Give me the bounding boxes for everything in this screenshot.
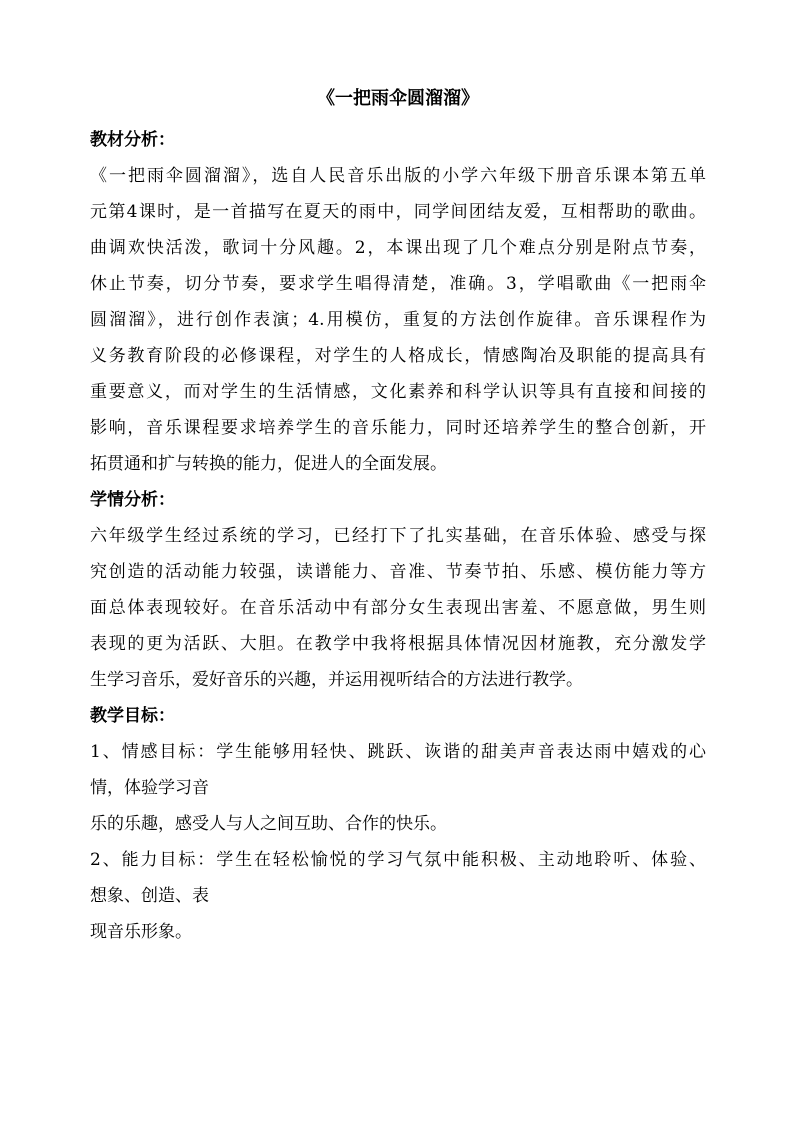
paragraph-line: 究创造的活动能力较强，读谱能力、音准、节奏节拍、乐感、模仿能力等方 (90, 562, 706, 582)
paragraph-line: 休止节奏，切分节奏，要求学生唱得清楚，准确。3，学唱歌曲《一把雨伞 (90, 274, 706, 294)
paragraph-line: 拓贯通和扩与转换的能力，促进人的全面发展。 (90, 454, 447, 474)
paragraph-line: 生学习音乐，爱好音乐的兴趣，并运用视听结合的方法进行教学。 (90, 670, 583, 690)
paragraph-line: 1、情感目标：学生能够用轻快、跳跃、诙谐的甜美声音表达雨中嬉戏的心 (90, 742, 706, 762)
paragraph-line: 乐的乐趣，感受人与人之间互助、合作的快乐。 (90, 814, 447, 834)
paragraph-line: 六年级学生经过系统的学习，已经打下了扎实基础，在音乐体验、感受与探 (90, 526, 706, 546)
paragraph-line: 重要意义，而对学生的生活情感，文化素养和科学认识等具有直接和间接的 (90, 382, 706, 402)
paragraph-line: 义务教育阶段的必修课程，对学生的人格成长，情感陶冶及职能的提高具有 (90, 346, 706, 366)
section-heading-learner-analysis: 学情分析： (90, 490, 175, 510)
section-heading-material-analysis: 教材分析： (90, 130, 175, 150)
paragraph-line: 曲调欢快活泼，歌词十分风趣。2，本课出现了几个难点分别是附点节奏， (90, 238, 706, 258)
paragraph-line: 情，体验学习音 (90, 778, 209, 798)
paragraph-line: 影响，音乐课程要求培养学生的音乐能力，同时还培养学生的整合创新，开 (90, 418, 706, 438)
paragraph-line: 面总体表现较好。在音乐活动中有部分女生表现出害羞、不愿意做，男生则 (90, 598, 706, 618)
paragraph-line: 2、能力目标：学生在轻松愉悦的学习气氛中能积极、主动地聆听、体验、 (90, 850, 706, 870)
paragraph-line: 表现的更为活跃、大胆。在教学中我将根据具体情况因材施教，充分激发学 (90, 634, 706, 654)
paragraph-line: 元第4课时，是一首描写在夏天的雨中，同学间团结友爱，互相帮助的歌曲。 (90, 202, 706, 222)
paragraph-line: 圆溜溜》，进行创作表演；4.用模仿，重复的方法创作旋律。音乐课程作为 (90, 310, 706, 330)
paragraph-line: 现音乐形象。 (90, 922, 192, 942)
section-heading-teaching-goals: 教学目标： (90, 706, 175, 726)
paragraph-line: 想象、创造、表 (90, 886, 209, 906)
paragraph-line: 《一把雨伞圆溜溜》，选自人民音乐出版的小学六年级下册音乐课本第五单 (90, 166, 706, 186)
document-page (90, 86, 706, 950)
document-title: 《一把雨伞圆溜溜》 (317, 88, 479, 109)
